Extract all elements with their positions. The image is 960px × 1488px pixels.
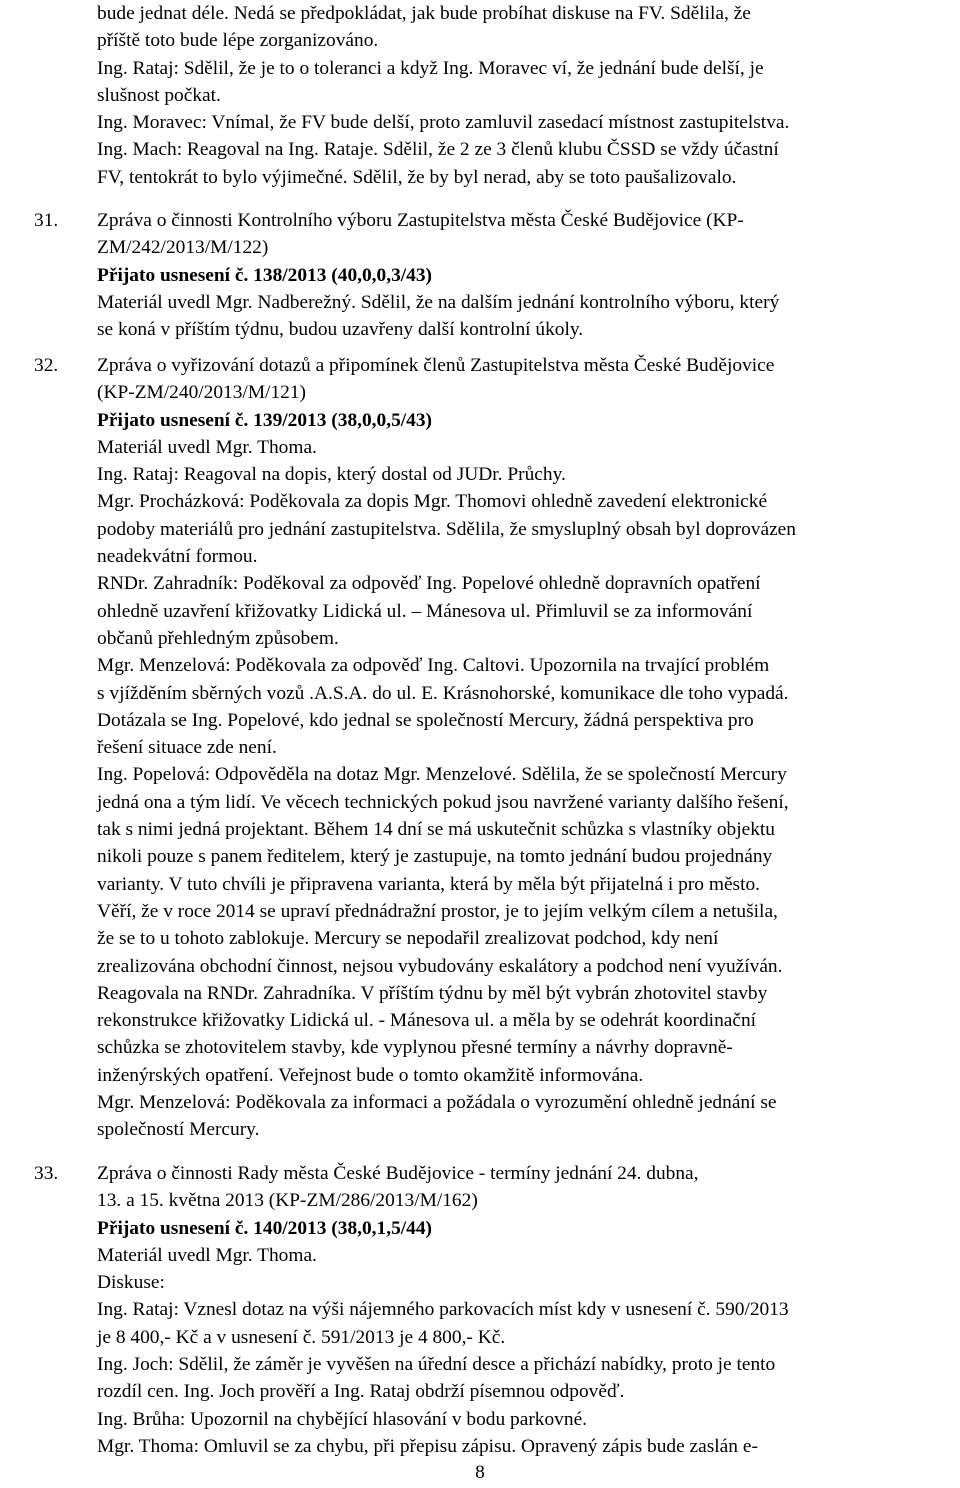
resolution-line: Přijato usnesení č. 139/2013 (38,0,0,5/43): [97, 409, 432, 431]
text-line: inženýrských opatření. Veřejnost bude o tomto okamžitě informována.: [97, 1064, 644, 1086]
text-line: Ing. Joch: Sdělil, že záměr je vyvěšen na úřední desce a přichází nabídky, proto je tento: [97, 1354, 776, 1376]
item-title-line: Zpráva o činnosti Rady města České Budějovice - termíny jednání 24. dubna,: [97, 1163, 699, 1184]
text-line: jedná ona a tým lidí. Ve věcech technických pokud jsou navržené varianty dalšího řešení,: [97, 791, 789, 813]
text-line: že se to u tohoto zablokuje. Mercury se nepodařil zrealizovat podchod, kdy není: [97, 928, 719, 950]
text-line: slušnost počkat.: [97, 84, 221, 106]
item-content: [97, 207, 957, 343]
text-line: FV, tentokrát to bylo výjimečné. Sdělil, že by byl nerad, aby se toto paušalizovalo.: [97, 166, 737, 188]
text-line: Ing. Rataj: Vznesl dotaz na výši nájemného parkovacích míst kdy v usnesení č. 590/2013: [97, 1299, 789, 1321]
text-line: Mgr. Menzelová: Poděkovala za informaci a požádala o vyrozumění ohledně jednání se: [97, 1092, 777, 1114]
text-line: varianty. V tuto chvíli je připravena varianta, která by měla být přijatelná i pro město.: [97, 873, 761, 895]
text-line: Ing. Rataj: Sdělil, že je to o toleranci a když Ing. Moravec ví, že jednání bude delší, je: [97, 57, 764, 79]
item-number: 31.: [34, 210, 59, 231]
text-line: Materiál uvedl Mgr. Thoma.: [97, 1244, 317, 1266]
text-line: zrealizována obchodní činnost, nejsou vybudovány eskalátory a podchod není využíván.: [97, 955, 783, 977]
agenda-item-32: [0, 352, 960, 1144]
text-line: tak s nimi jedná projektant. Během 14 dní se má uskutečnit schůzka s vlastníky objektu: [97, 819, 775, 841]
text-line: Ing. Rataj: Reagoval na dopis, který dostal od JUDr. Průchy.: [97, 464, 566, 486]
item-title-line: 13. a 15. května 2013 (KP-ZM/286/2013/M/162): [97, 1190, 478, 1212]
text-line: společností Mercury.: [97, 1119, 260, 1141]
text-line: je 8 400,- Kč a v usnesení č. 591/2013 je 4 800,- Kč.: [97, 1326, 506, 1348]
text-line: Ing. Brůha: Upozornil na chybějící hlasování v bodu parkovné.: [97, 1408, 588, 1430]
item-title-line: (KP-ZM/240/2013/M/121): [97, 382, 306, 404]
resolution-line: Přijato usnesení č. 138/2013 (40,0,0,3/43): [97, 264, 432, 286]
text-line: Ing. Popelová: Odpověděla na dotaz Mgr. Menzelové. Sdělila, že se společností Mercury: [97, 764, 787, 786]
item-title-line: Zpráva o vyřizování dotazů a připomínek členů Zastupitelstva města České Budějovice: [97, 355, 775, 376]
text-line: rekonstrukce křižovatky Lidická ul. - Mánesova ul. a měla by se odehrát koordinační: [97, 1010, 757, 1032]
text-line: příště toto bude lépe zorganizováno.: [97, 30, 379, 52]
text-line: s vjížděním sběrných vozů .A.S.A. do ul. E. Krásnohorské, komunikace dle toho vypadá.: [97, 682, 789, 704]
text-line: ohledně uzavření křižovatky Lidická ul. – Mánesova ul. Přimluvil se za informování: [97, 600, 753, 622]
item-title-line: ZM/242/2013/M/122): [97, 237, 269, 259]
text-line: bude jednat déle. Nedá se předpokládat, jak bude probíhat diskuse na FV. Sdělila, že: [97, 3, 751, 24]
text-line: Dotázala se Ing. Popelové, kdo jednal se společností Mercury, žádná perspektiva pro: [97, 709, 754, 731]
text-line: Ing. Moravec: Vnímal, že FV bude delší, proto zamluvil zasedací místnost zastupitelstva.: [97, 112, 790, 134]
text-line: neadekvátní formou.: [97, 546, 258, 568]
page-number: 8: [475, 1462, 485, 1483]
text-line: podoby materiálů pro jednání zastupitelstva. Sdělila, že smysluplný obsah byl doprovázen: [97, 518, 796, 540]
item-title-line: Zpráva o činnosti Kontrolního výboru Zastupitelstva města České Budějovice (KP-: [97, 210, 744, 231]
text-line: občanů přehledným způsobem.: [97, 627, 339, 649]
item-number: 32.: [34, 355, 59, 376]
agenda-item-33: [0, 1160, 960, 1460]
text-line: RNDr. Zahradník: Poděkoval za odpověď Ing. Popelové ohledně dopravních opatření: [97, 573, 761, 595]
text-line: Mgr. Thoma: Omluvil se za chybu, při přepisu zápisu. Opravený zápis bude zaslán e-: [97, 1435, 758, 1457]
text-line: Mgr. Procházková: Poděkovala za dopis Mgr. Thomovi ohledně zavedení elektronické: [97, 491, 768, 513]
text-line: Věří, že v roce 2014 se upraví přednádražní prostor, je to jejím velkým cílem a netušila,: [97, 900, 778, 922]
text-line: schůzka se zhotovitelem stavby, kde vyplynou přesné termíny a návrhy dopravně-: [97, 1037, 733, 1059]
text-line: Diskuse:: [97, 1272, 165, 1294]
text-line: Reagovala na RNDr. Zahradníka. V příštím týdnu by měl být vybrán zhotovitel stavby: [97, 982, 768, 1004]
text-line: Materiál uvedl Mgr. Nadberežný. Sdělil, že na dalším jednání kontrolního výboru, který: [97, 291, 780, 313]
text-line: řešení situace zde není.: [97, 737, 277, 759]
item-content: [97, 352, 957, 1144]
item-number: 33.: [34, 1163, 59, 1184]
resolution-line: Přijato usnesení č. 140/2013 (38,0,1,5/44): [97, 1217, 432, 1239]
text-line: Ing. Mach: Reagoval na Ing. Rataje. Sdělil, že 2 ze 3 členů klubu ČSSD se vždy účastní: [97, 139, 779, 161]
intro-paragraph: [97, 0, 957, 191]
text-line: se koná v příštím týdnu, budou uzavřeny další kontrolní úkoly.: [97, 319, 584, 341]
item-content: [97, 1160, 957, 1460]
text-line: Mgr. Menzelová: Poděkovala za odpověď Ing. Caltovi. Upozornila na trvající problém: [97, 655, 770, 677]
text-line: rozdíl cen. Ing. Joch prověří a Ing. Rataj obdrží písemnou odpověď.: [97, 1381, 625, 1403]
text-line: Materiál uvedl Mgr. Thoma.: [97, 436, 317, 458]
agenda-item-31: [0, 207, 960, 343]
text-line: nikoli pouze s panem ředitelem, který je zastupuje, na tomto jednání budou projednány: [97, 846, 773, 868]
